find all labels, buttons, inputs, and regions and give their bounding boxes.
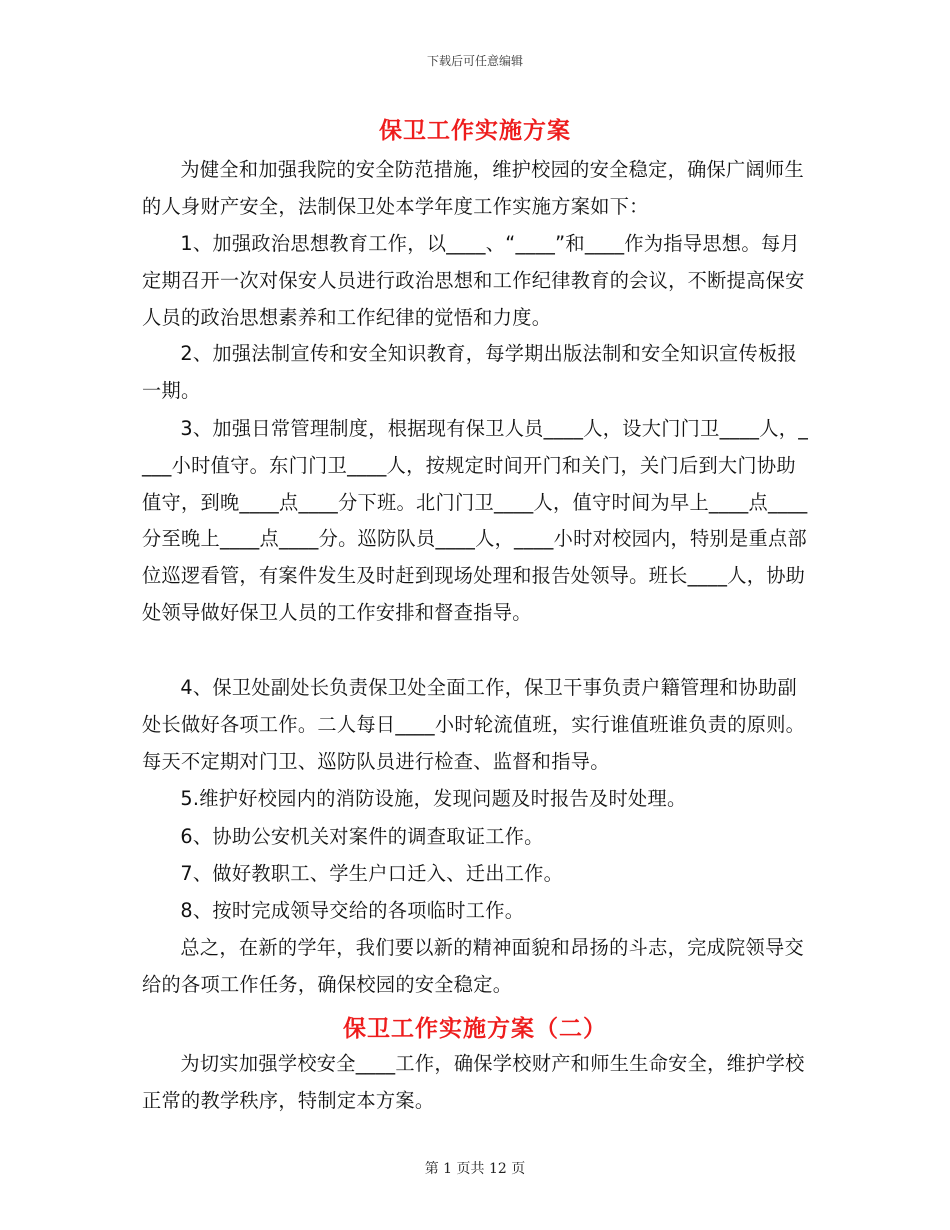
paragraph-item-8: 8、按时完成领导交给的各项临时工作。 <box>180 899 525 922</box>
paragraph-intro: 为健全和加强我院的安全防范措施，维护校园的安全稳定，确保广阔师生的人身财产安全，法制保卫处本学年度工作实施方案如下： <box>142 158 804 218</box>
paragraph-item-1: 1、加强政治思想教育工作，以____、“____”和____作为指导思想。每月定期召开一次对保安人员进行政治思想和工作纪律教育的会议，不断提高保安人员的政治思想素养和工作纪律的觉悟和力度。 <box>142 232 805 329</box>
paragraph-item-7: 7、做好教职工、学生户口迁入、迁出工作。 <box>180 862 564 885</box>
paragraph-section2-intro: 为切实加强学校安全____工作，确保学校财产和师生生命安全，维护学校正常的教学秩序，特制定本方案。 <box>142 1052 805 1112</box>
paragraph-item-6: 6、协助公安机关对案件的调查取证工作。 <box>180 825 544 848</box>
paragraph-item-3: 3、加强日常管理制度，根据现有保卫人员____人，设大门门卫____人，____小时值守。东门门卫____人，按规定时间开门和关门，关门后到大门协助值守，到晚____点____分下班。北门门卫____人，值守时间为早上____点____分至晚上____点____分。巡防队员____人，____小时对校园内，特别是重点部位巡逻看管，有案件发生及时赶到现场处理和报告处领导。班长____人，协助处领导做好保卫人员的工作安排和督查指导。 <box>142 417 809 624</box>
page-footer: 第 1 页共 12 页 <box>424 1161 526 1177</box>
paragraph-item-5: 5.维护好校园内的消防设施，发现问题及时报告及时处理。 <box>180 787 687 810</box>
paragraph-item-2: 2、加强法制宣传和安全知识教育，每学期出版法制和安全知识宣传板报一期。 <box>142 342 798 402</box>
paragraph-conclusion: 总之，在新的学年，我们要以新的精神面貌和昂扬的斗志，完成院领导交给的各项工作任务，确保校园的安全稳定。 <box>142 936 804 996</box>
document-title: 保卫工作实施方案 <box>379 117 571 144</box>
paragraph-item-4: 4、保卫处副处长负责保卫处全面工作，保卫干事负责户籍管理和协助副处长做好各项工作。二人每日____小时轮流值班，实行谁值班谁负责的原则。每天不定期对门卫、巡防队员进行检查、监督和指导。 <box>142 676 806 773</box>
page-header: 下载后可任意编辑 <box>426 54 523 68</box>
section-title-2: 保卫工作实施方案（二） <box>343 1015 607 1042</box>
